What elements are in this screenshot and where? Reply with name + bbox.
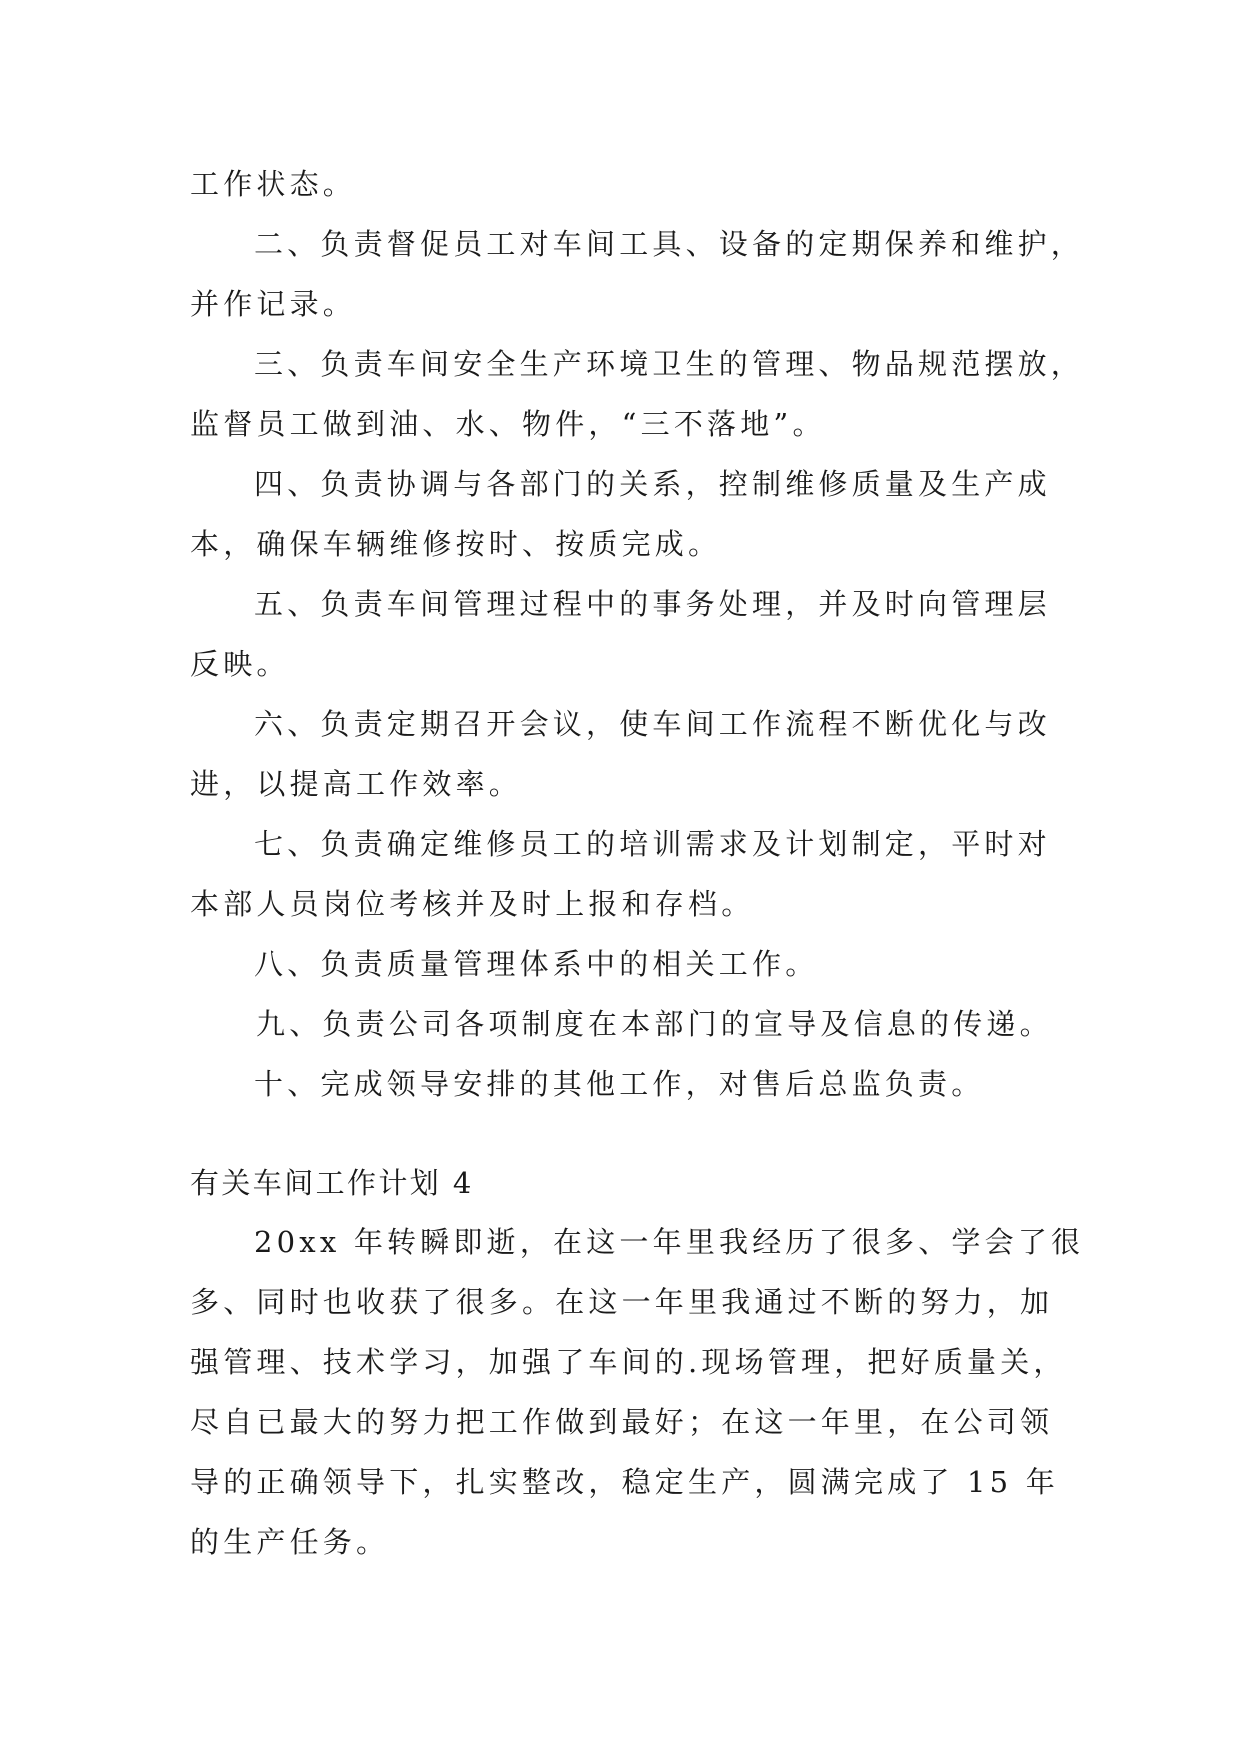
- paragraph-duty-2: 二、负责督促员工对车间工具、设备的定期保养和维护，: [254, 227, 1085, 261]
- paragraph-duty-7: 七、负责确定维修员工的培训需求及计划制定，平时对: [254, 827, 1051, 861]
- paragraph-duty-10: 十、完成领导安排的其他工作，对售后总监负责。: [254, 1067, 985, 1101]
- paragraph-duty-3: 三、负责车间安全生产环境卫生的管理、物品规范摆放，: [254, 347, 1085, 381]
- text-line: 进，以提高工作效率。: [190, 767, 523, 801]
- text-line: 强管理、技术学习，加强了车间的.现场管理，把好质量关，: [190, 1345, 1067, 1379]
- text-line: 的生产任务。: [190, 1525, 390, 1559]
- text-line: 反映。: [190, 647, 290, 681]
- text-line: 监督员工做到油、水、物件，“三不落地”。: [190, 407, 826, 441]
- paragraph-duty-4: 四、负责协调与各部门的关系，控制维修质量及生产成: [254, 467, 1051, 501]
- text-line: 并作记录。: [190, 287, 357, 321]
- paragraph-duty-6: 六、负责定期召开会议，使车间工作流程不断优化与改: [254, 707, 1051, 741]
- section-heading: 有关车间工作计划 4: [190, 1166, 474, 1200]
- paragraph-duty-5: 五、负责车间管理过程中的事务处理，并及时向管理层: [254, 587, 1051, 621]
- text-line: 尽自已最大的努力把工作做到最好；在这一年里，在公司领: [190, 1405, 1054, 1439]
- text-line: 导的正确领导下，扎实整改，稳定生产，圆满完成了 15 年: [190, 1465, 1059, 1499]
- text-line: 多、同时也收获了很多。在这一年里我通过不断的努力，加: [190, 1285, 1054, 1319]
- text-line: 本部人员岗位考核并及时上报和存档。: [190, 887, 755, 921]
- paragraph-summary: 20xx 年转瞬即逝，在这一年里我经历了很多、学会了很: [254, 1225, 1085, 1259]
- paragraph-duty-8: 八、负责质量管理体系中的相关工作。: [254, 947, 819, 981]
- text-line: 工作状态。: [190, 167, 357, 201]
- text-line: 本，确保车辆维修按时、按质完成。: [190, 527, 722, 561]
- paragraph-duty-9: 九、负责公司各项制度在本部门的宣导及信息的传递。: [256, 1007, 1053, 1041]
